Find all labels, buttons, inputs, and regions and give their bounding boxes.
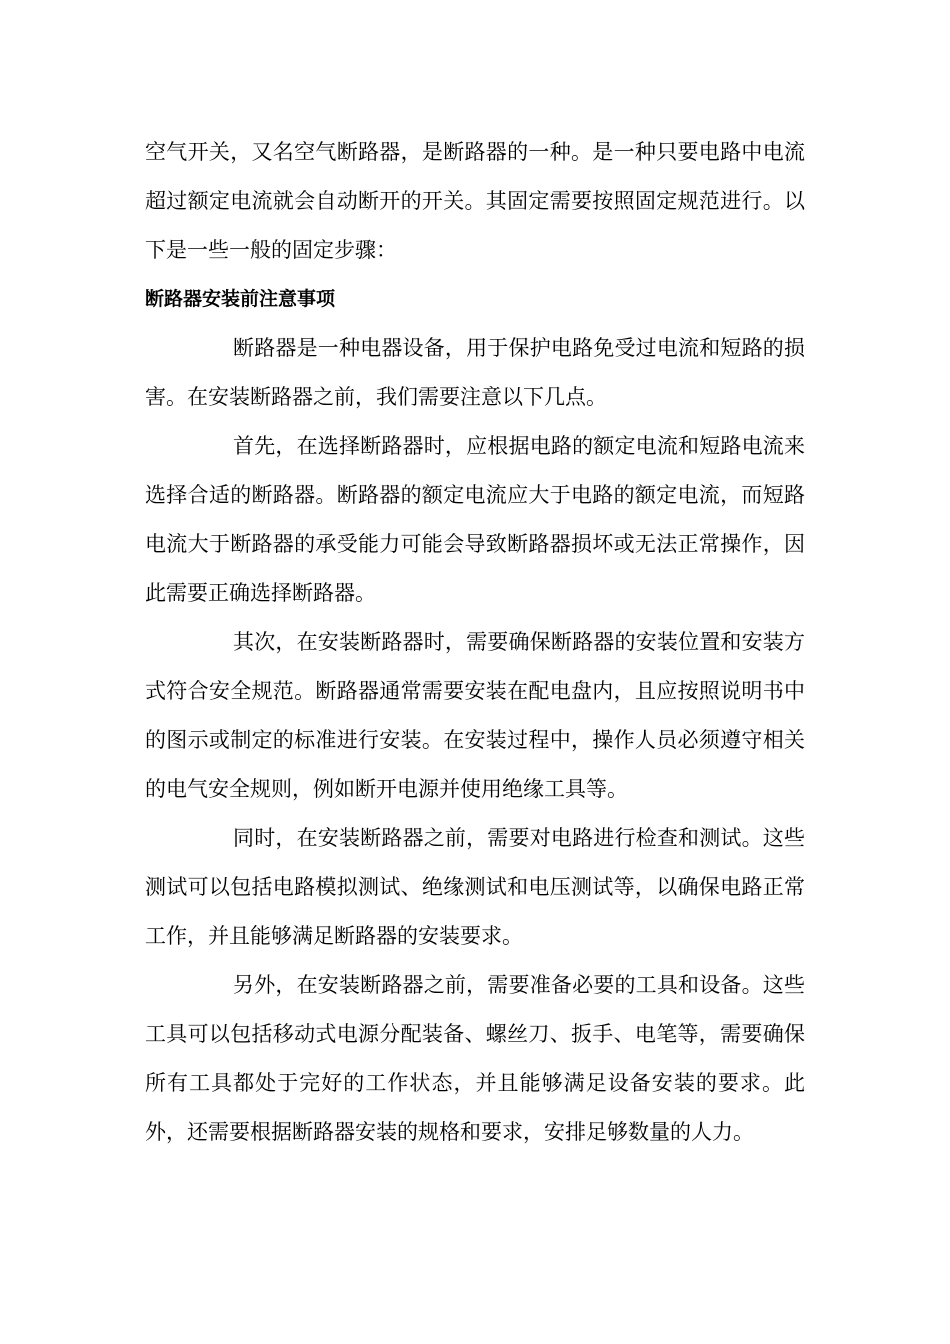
document-page — [145, 128, 805, 1157]
body-paragraph-3: 其次，在安装断路器时，需要确保断路器的安装位置和安装方式符合安全规范。断路器通常需要安装在配电盘内，且应按照说明书中的图示或制定的标准进行安装。在安装过程中，操作人员必须遵守相关的电气安全规则，例如断开电源并使用绝缘工具等。 — [145, 630, 805, 801]
intro-paragraph: 空气开关，又名空气断路器，是断路器的一种。是一种只要电路中电流超过额定电流就会自动断开的开关。其固定需要按照固定规范进行。以下是一些一般的固定步骤： — [145, 140, 805, 262]
body-paragraph-2: 首先，在选择断路器时，应根据电路的额定电流和短路电流来选择合适的断路器。断路器的额定电流应大于电路的额定电流，而短路电流大于断路器的承受能力可能会导致断路器损坏或无法正常操作，因此需要正确选择断路器。 — [145, 434, 805, 605]
body-paragraph-5: 另外，在安装断路器之前，需要准备必要的工具和设备。这些工具可以包括移动式电源分配装备、螺丝刀、扳手、电笔等，需要确保所有工具都处于完好的工作状态，并且能够满足设备安装的要求。此外，还需要根据断路器安装的规格和要求，安排足够数量的人力。 — [145, 973, 805, 1144]
section-heading: 断路器安装前注意事项 — [145, 288, 336, 310]
body-paragraph-1: 断路器是一种电器设备，用于保护电路免受过电流和短路的损害。在安装断路器之前，我们需要注意以下几点。 — [145, 336, 805, 409]
body-paragraph-4: 同时，在安装断路器之前，需要对电路进行检查和测试。这些测试可以包括电路模拟测试、绝缘测试和电压测试等，以确保电路正常工作，并且能够满足断路器的安装要求。 — [145, 826, 805, 948]
